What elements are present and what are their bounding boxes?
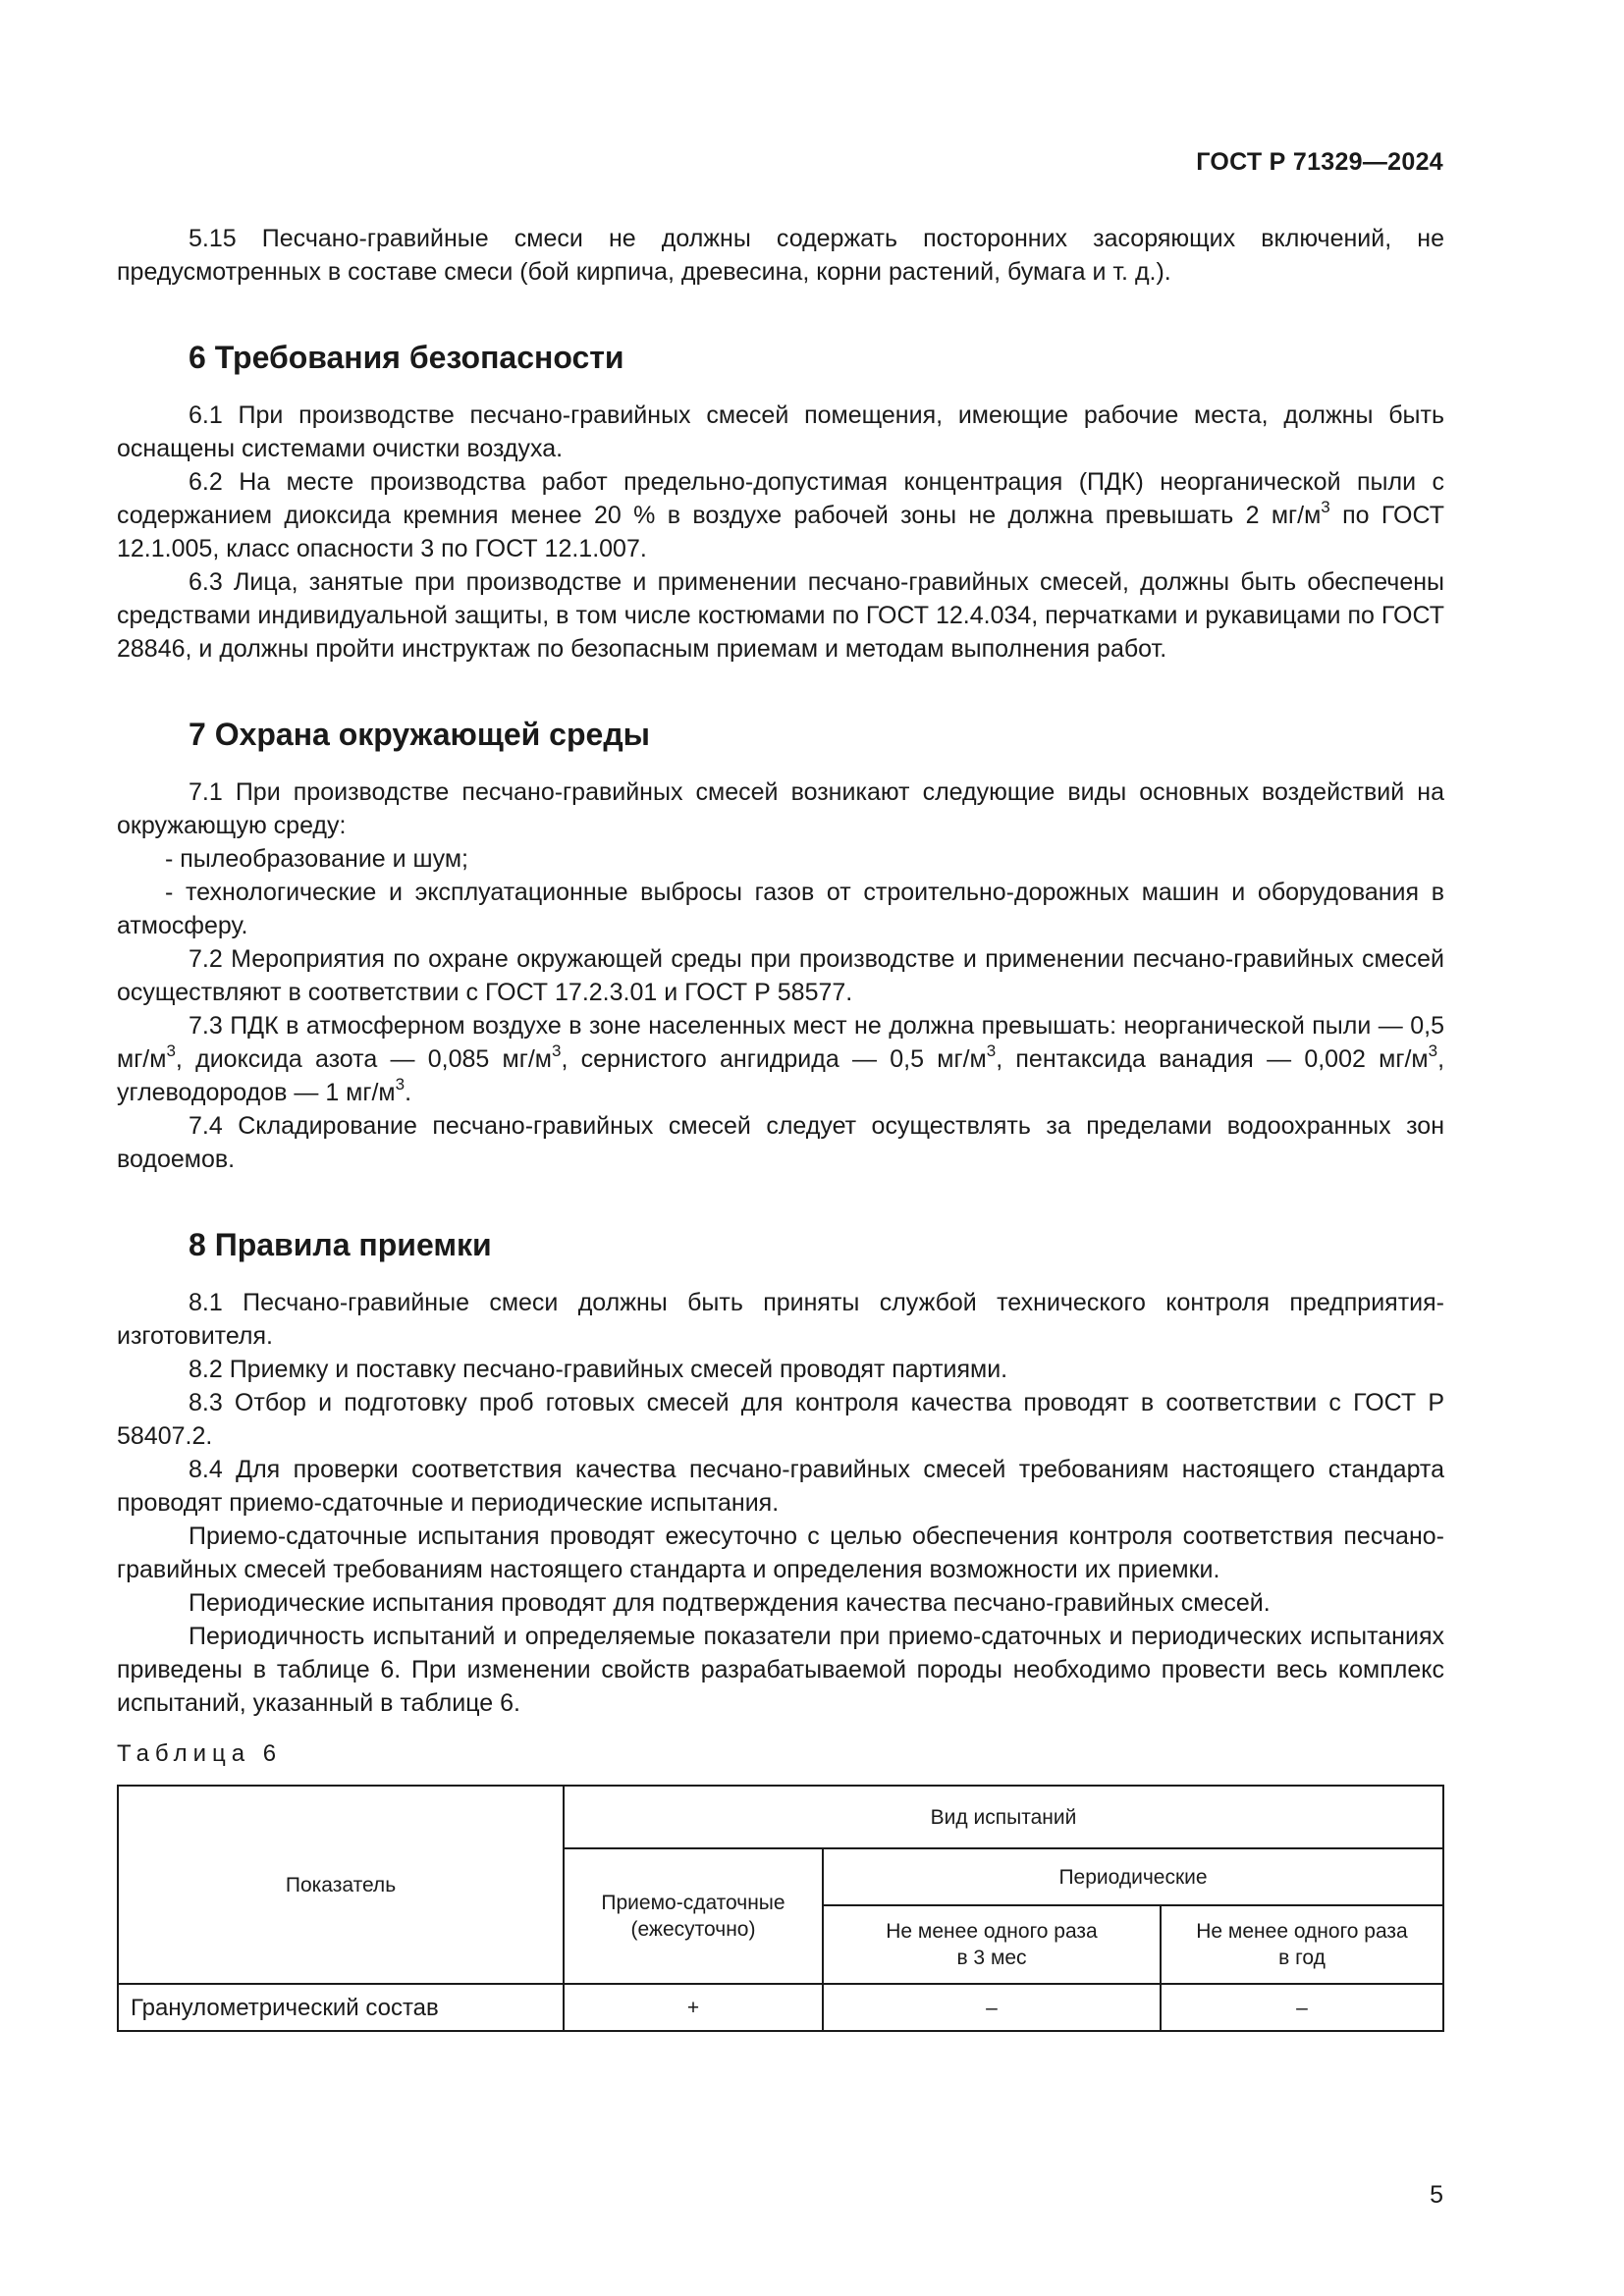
table-6 bbox=[117, 1785, 1444, 2032]
list-item: - технологические и эксплуатационные выбросы газов от строительно-дорожных машин и оборудования в атмосферу. bbox=[117, 879, 1444, 939]
paragraph-8-1: 8.1 Песчано-гравийные смеси должны быть приняты службой технического контроля предприятия-изготовителя. bbox=[117, 1289, 1444, 1350]
paragraph-6-3: 6.3 Лица, занятые при производстве и применении песчано-гравийных смесей, должны быть обеспечены средствами индивидуальной защиты, в том числе костюмами по ГОСТ 12.4.034, перчатками и рукавицами по ГОСТ 28846, и должны пройти инструктаж по безопасным приемам и методам выполнения работ. bbox=[117, 568, 1444, 663]
paragraph-6-2: 6.2 На месте производства работ предельно-допустимая концентрация (ПДК) неорганической пыли с содержанием диоксида кремния менее 20 % в воздухе рабочей зоны не должна превышать 2 $мг/м^3$ по ГОСТ 12.1.005, класс опасности 3 по ГОСТ 12.1.007. bbox=[117, 468, 1444, 562]
col-header-indicator: Показатель bbox=[118, 1786, 564, 1984]
paragraph-test-frequency: Периодичность испытаний и определяемые показатели при приемо-сдаточных и периодических испытаниях приведены в таблице 6. При изменении свойств разрабатываемой породы необходимо провести весь комплекс испытаний, указанный в таблице 6. bbox=[117, 1623, 1444, 1717]
paragraph-7-1: 7.1 При производстве песчано-гравийных смесей возникают следующие виды основных воздействий на окружающую среду: bbox=[117, 778, 1444, 839]
paragraph-6-1: 6.1 При производстве песчано-гравийных смесей помещения, имеющие рабочие места, должны быть оснащены системами очистки воздуха. bbox=[117, 401, 1444, 462]
col-header-test-type: Вид испытаний bbox=[564, 1786, 1443, 1848]
section-7-title: 7 Охрана окружающей среды bbox=[189, 717, 650, 752]
paragraph-8-3: 8.3 Отбор и подготовку проб готовых смесей для контроля качества проводят в соответствии с ГОСТ Р 58407.2. bbox=[117, 1389, 1444, 1450]
col-header-every-3-months: Не менее одного раза в 3 мес bbox=[823, 1905, 1161, 1984]
col-header-acceptance: Приемо-сдаточные (ежесуточно) bbox=[564, 1848, 823, 1984]
paragraph-7-3: 7.3 ПДК в атмосферном воздухе в зоне населенных мест не должна превышать: неорганической пыли — 0,5 $мг/м^3$, диоксида азота — 0,085 $мг/м^3$, сернистого ангидрида — 0,5 $мг/м^3$, пентаксида ванадия — 0,002 $мг/м^3$, углеводородов — 1 $мг/м^3$. bbox=[117, 1012, 1445, 1106]
table-title: Таблица 6 bbox=[117, 1740, 283, 1767]
page-content bbox=[117, 222, 1444, 2032]
paragraph-7-2: 7.2 Мероприятия по охране окружающей среды при производстве и применении песчано-гравийных смесей осуществляют в соответствии с ГОСТ 17.2.3.01 и ГОСТ Р 58577. bbox=[117, 945, 1444, 1006]
section-6-title: 6 Требования безопасности bbox=[189, 340, 624, 375]
paragraph-acceptance-tests: Приемо-сдаточные испытания проводят ежесуточно с целью обеспечения контроля соответствия песчано-гравийных смесей требованиям настоящего стандарта и определения возможности их приемки. bbox=[117, 1522, 1444, 1583]
document-code: ГОСТ Р 71329—2024 bbox=[1196, 148, 1443, 176]
paragraph-periodic-tests: Периодические испытания проводят для подтверждения качества песчано-гравийных смесей. bbox=[189, 1589, 1271, 1617]
col-header-periodic: Периодические bbox=[823, 1848, 1443, 1905]
paragraph-8-4: 8.4 Для проверки соответствия качества песчано-гравийных смесей требованиям настоящего стандарта проводят приемо-сдаточные и периодические испытания. bbox=[117, 1456, 1444, 1517]
cell-every-3-months: – bbox=[823, 1984, 1161, 2031]
cell-acceptance: + bbox=[564, 1984, 823, 2031]
cell-indicator: Гранулометрический состав bbox=[118, 1984, 564, 2031]
list-item: - пылеобразование и шум; bbox=[165, 845, 468, 873]
col-header-yearly: Не менее одного раза в год bbox=[1161, 1905, 1443, 1984]
paragraph-5-15: 5.15 Песчано-гравийные смеси не должны содержать посторонних засоряющих включений, не предусмотренных в составе смеси (бой кирпича, древесина, корни растений, бумага и т. д.). bbox=[117, 225, 1444, 286]
table-row bbox=[118, 1984, 1443, 2031]
page-number: 5 bbox=[1430, 2181, 1443, 2209]
paragraph-7-4: 7.4 Складирование песчано-гравийных смесей следует осуществлять за пределами водоохранных зон водоемов. bbox=[117, 1112, 1444, 1173]
section-8-title: 8 Правила приемки bbox=[189, 1227, 492, 1262]
cell-yearly: – bbox=[1161, 1984, 1443, 2031]
paragraph-8-2: 8.2 Приемку и поставку песчано-гравийных смесей проводят партиями. bbox=[189, 1356, 1008, 1383]
